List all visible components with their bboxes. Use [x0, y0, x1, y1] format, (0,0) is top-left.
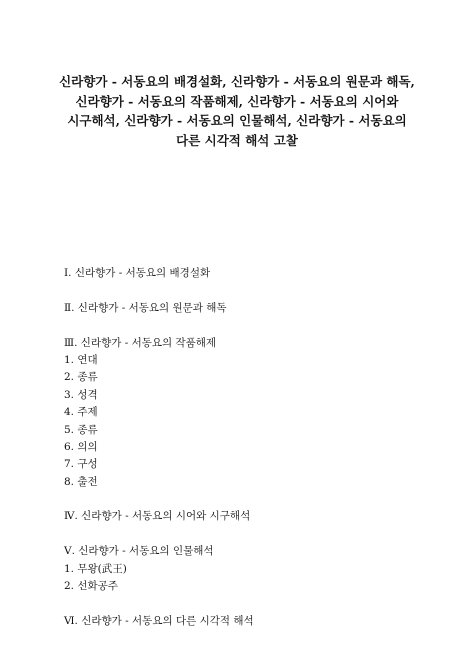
document-title	[40, 72, 434, 150]
title-line: 신라향가 - 서동요의 작품해제, 신라향가 - 서동요의 시어와	[75, 93, 399, 109]
toc-subitem: 1. 연대	[64, 353, 98, 366]
spacer	[64, 282, 424, 299]
title-line: 신라향가 - 서동요의 배경설화, 신라향가 - 서동요의 원문과 해독,	[59, 74, 415, 89]
toc-subitem: 1. 무왕(武王)	[64, 562, 127, 575]
spacer	[64, 595, 424, 612]
title-line: 시구해석, 신라향가 - 서동요의 인물해석, 신라향가 - 서동요의	[67, 113, 407, 128]
toc-section-4: Ⅳ. 신라향가 - 서동요의 시어와 시구해석	[64, 510, 251, 523]
spacer	[64, 491, 424, 508]
toc-section-3: Ⅲ. 신라향가 - 서동요의 작품해제	[64, 336, 217, 349]
toc-subitem: 5. 종류	[64, 423, 98, 436]
toc-section-2: Ⅱ. 신라향가 - 서동요의 원문과 해독	[64, 301, 227, 314]
toc-subitem: 3. 성격	[64, 388, 98, 401]
table-of-contents	[64, 265, 424, 630]
toc-subitem: 2. 선화공주	[64, 580, 118, 593]
toc-subitem: 4. 주제	[64, 406, 98, 419]
toc-section-5: Ⅴ. 신라향가 - 서동요의 인물해석	[64, 545, 214, 558]
toc-section-6: Ⅵ. 신라향가 - 서동요의 다른 시각적 해석	[64, 614, 254, 627]
toc-subitem: 7. 구성	[64, 458, 98, 471]
spacer	[64, 317, 424, 334]
title-line: 다른 시각적 해석 고찰	[176, 132, 298, 148]
toc-section-1: Ⅰ. 신라향가 - 서동요의 배경설화	[64, 267, 211, 279]
toc-subitem: 8. 출전	[64, 475, 98, 488]
spacer	[64, 526, 424, 543]
toc-subitem: 2. 종류	[64, 371, 98, 384]
toc-subitem: 6. 의의	[64, 440, 98, 453]
